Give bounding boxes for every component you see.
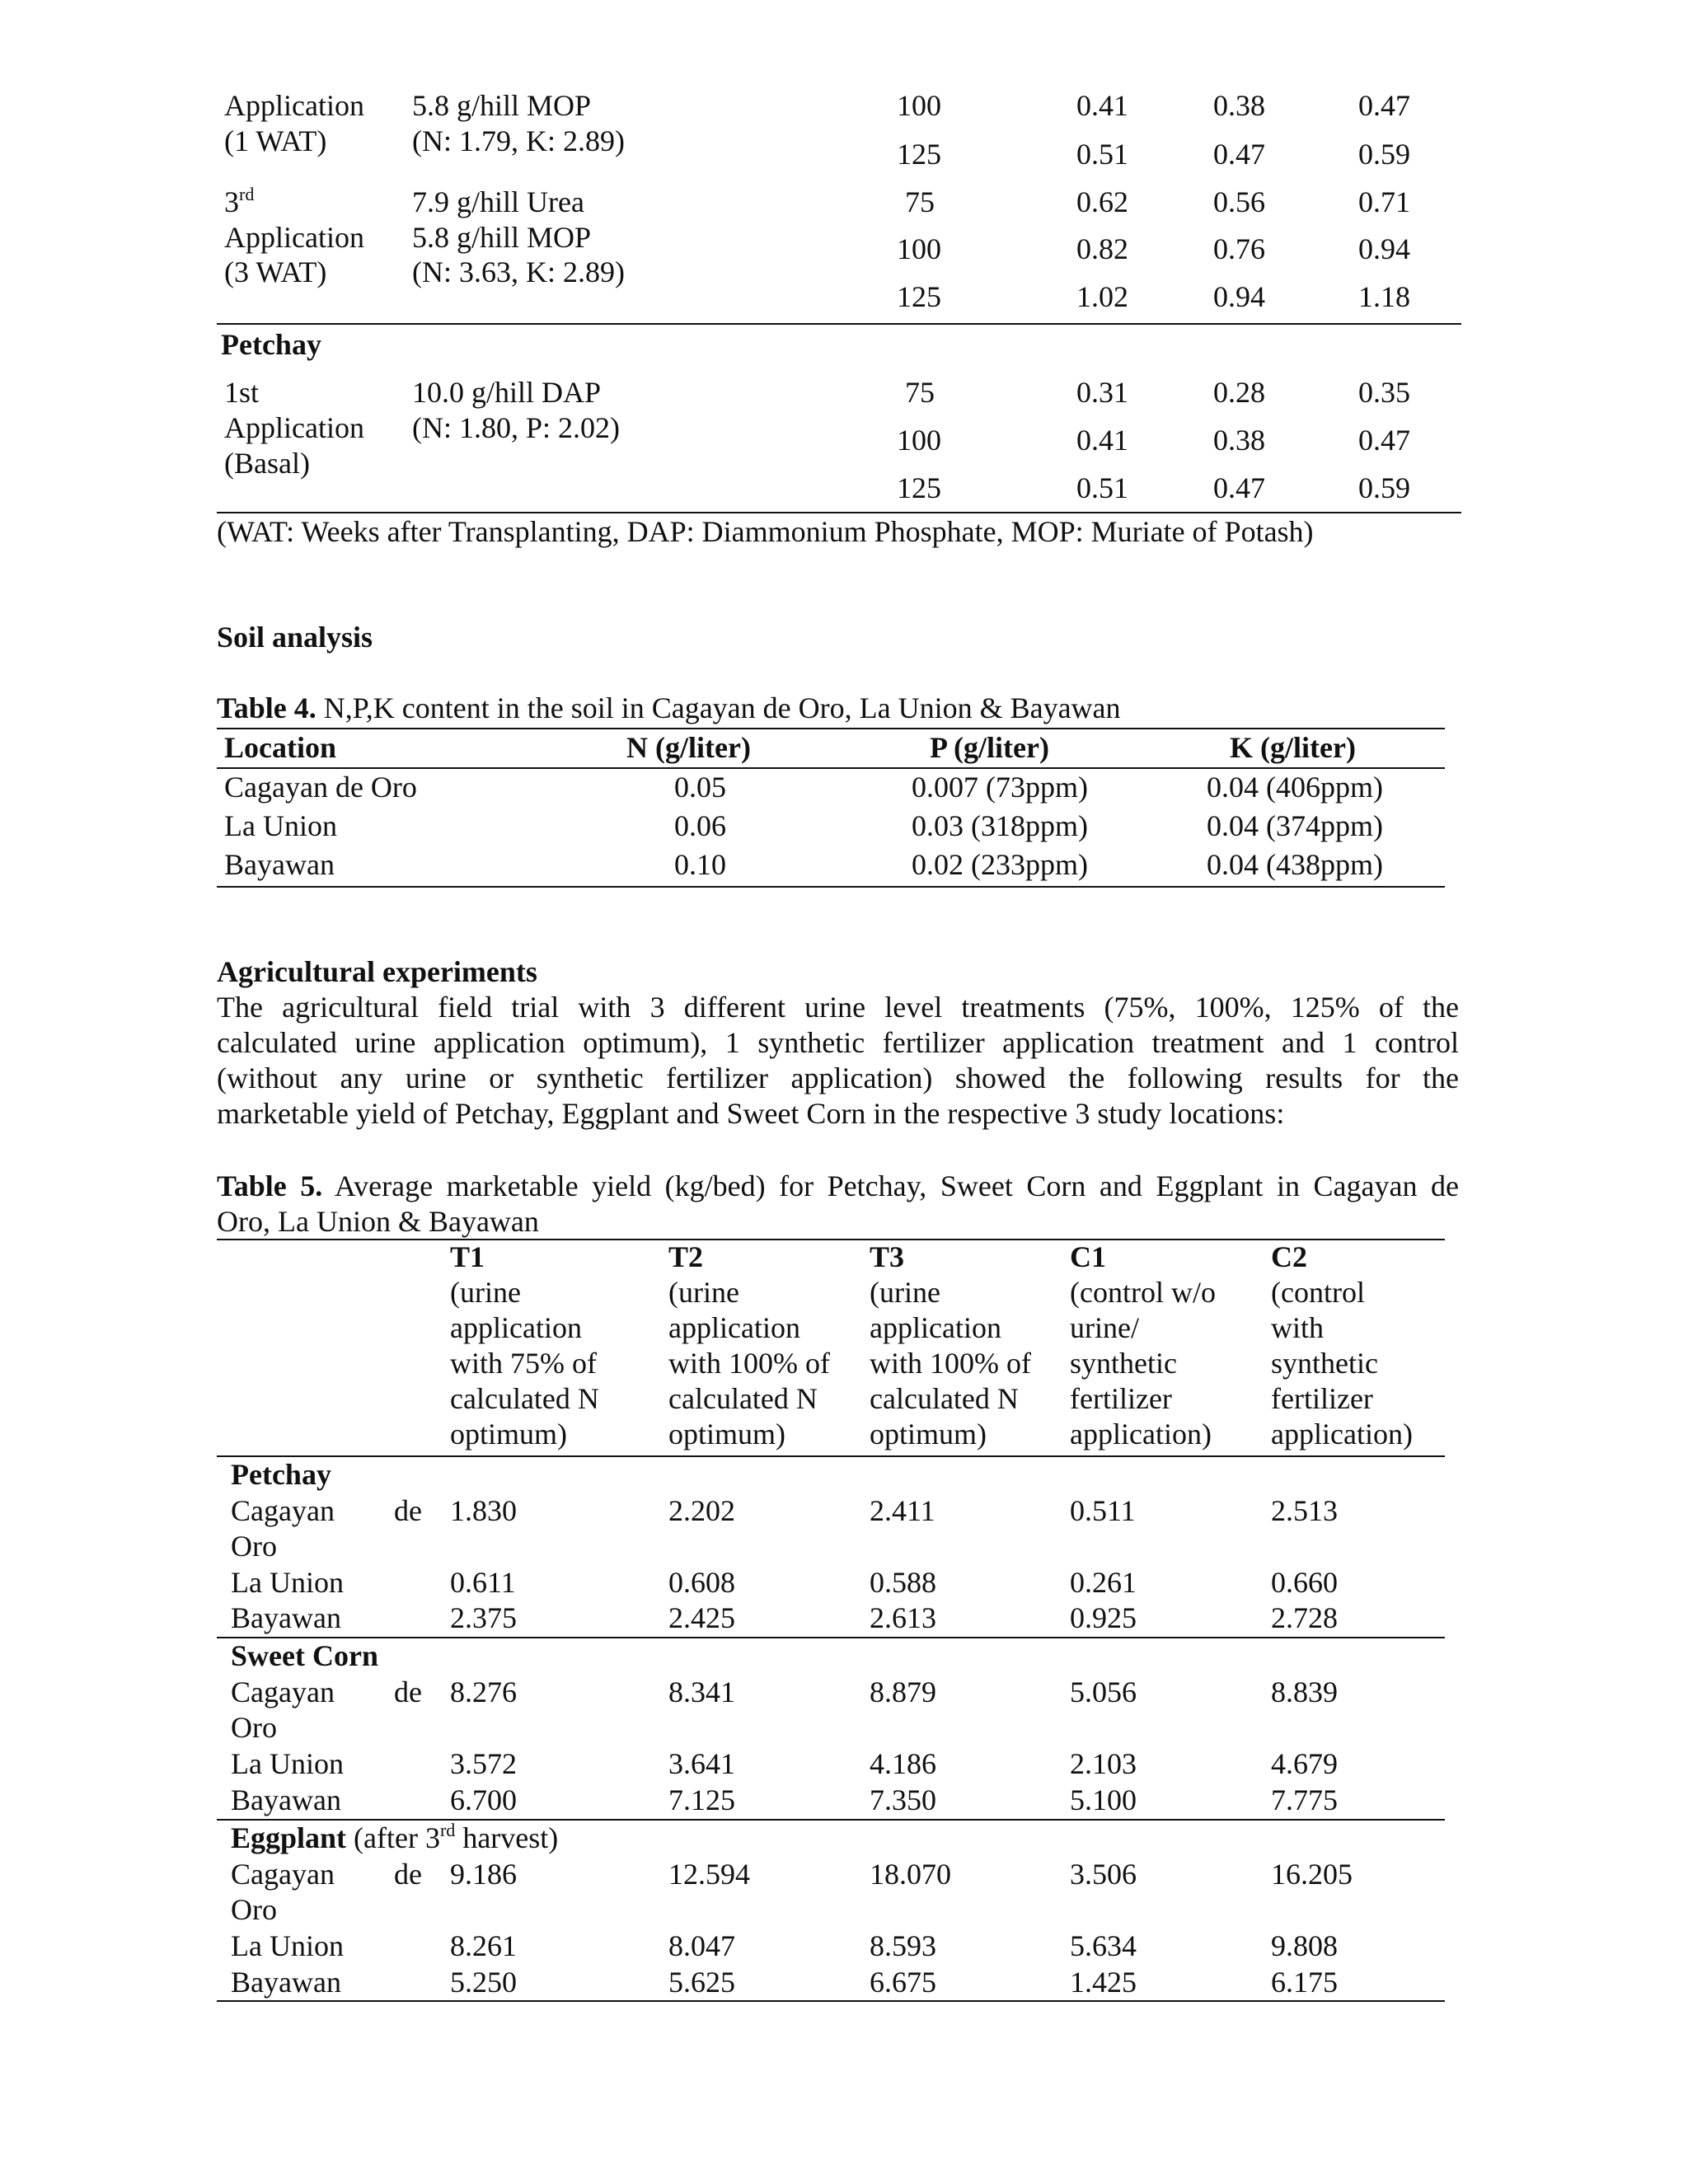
col-desc-line: (control <box>1271 1276 1365 1309</box>
table5-value: 16.205 <box>1271 1858 1353 1891</box>
table5-row-location: Cagayan <box>231 1858 335 1891</box>
table5-row-location: Cagayan <box>231 1494 335 1527</box>
table4-cell: Bayawan <box>224 848 335 881</box>
table5-row-location: La Union <box>231 1747 344 1780</box>
t3-v2: 0.76 <box>1213 232 1265 265</box>
t3-v3: 0.59 <box>1358 471 1410 504</box>
col-desc-line: with 75% of <box>450 1347 597 1380</box>
table5-row-location: Bayawan <box>231 1783 341 1816</box>
t3-stage: 1st <box>224 376 260 409</box>
col-desc-line: urine/ <box>1070 1311 1139 1344</box>
table4-header-k: K (g/liter) <box>1230 731 1356 764</box>
table4-header-location: Location <box>224 731 337 764</box>
t3-fert: 10.0 g/hill DAP <box>412 376 602 409</box>
table5-row-location: Cagayan <box>231 1675 335 1708</box>
t3-fert: (N: 1.80, P: 2.02) <box>412 411 620 444</box>
table5-value: 6.675 <box>870 1966 936 1999</box>
table5-value: 2.513 <box>1271 1494 1338 1527</box>
table5-value: 8.879 <box>870 1675 936 1708</box>
col-desc-line: optimum) <box>870 1418 987 1451</box>
table5-value: 12.594 <box>668 1858 750 1891</box>
col-desc-line: optimum) <box>450 1418 567 1451</box>
col-code: C1 <box>1070 1240 1106 1273</box>
t3-v3: 0.94 <box>1358 232 1410 265</box>
table4-cell: 0.02 (233ppm) <box>912 848 1088 881</box>
soil-analysis-heading: Soil analysis <box>217 621 373 654</box>
col-desc-line: application <box>668 1311 800 1344</box>
table5-value: 9.186 <box>450 1858 517 1891</box>
table5-value: 0.925 <box>1070 1601 1137 1634</box>
table5-value: 7.125 <box>668 1783 735 1816</box>
table4-cell: 0.05 <box>674 771 726 804</box>
t3-petchay-heading: Petchay <box>221 328 321 361</box>
t3-v1: 0.62 <box>1076 185 1128 218</box>
table4-header-n: N (g/liter) <box>626 731 751 764</box>
table5-value: 8.047 <box>668 1929 735 1962</box>
col-desc-line: fertilizer <box>1070 1382 1172 1415</box>
t3-v1: 0.41 <box>1076 89 1128 122</box>
table5-value: 0.611 <box>450 1566 516 1599</box>
table5-value: 8.341 <box>668 1675 735 1708</box>
table5-group-petchay: Petchay <box>231 1458 331 1491</box>
table5-col-c2 <box>1271 1240 1413 1452</box>
col-desc-line: with 100% of <box>870 1347 1031 1380</box>
t3-pct: 125 <box>897 138 941 171</box>
t3-stage: 3rd <box>224 184 255 218</box>
table5-value: 1.425 <box>1070 1966 1137 1999</box>
col-desc-line: calculated N <box>870 1382 1019 1415</box>
table4-cell: 0.007 (73ppm) <box>912 771 1088 804</box>
table5-row-location-cont: Oro <box>231 1711 277 1744</box>
table5-value: 5.100 <box>1070 1783 1137 1816</box>
col-code: C2 <box>1271 1240 1307 1273</box>
paragraph-line: marketable yield of Petchay, Eggplant and Sweet Corn in the respective 3 study locations: <box>217 1097 1285 1130</box>
table5-value: 3.506 <box>1070 1858 1137 1891</box>
t3-v3: 1.18 <box>1358 280 1410 313</box>
col-desc-line: application) <box>1070 1418 1212 1451</box>
col-desc-line: (control w/o <box>1070 1276 1216 1309</box>
table4-caption: Table 4. N,P,K content in the soil in Cagayan de Oro, La Union & Bayawan <box>217 691 1121 724</box>
table5-value: 0.588 <box>870 1566 936 1599</box>
t3-fert: 5.8 g/hill MOP <box>412 89 592 122</box>
table5-value: 3.572 <box>450 1747 517 1780</box>
table5-value: 8.839 <box>1271 1675 1338 1708</box>
table5-value: 6.175 <box>1271 1966 1338 1999</box>
table4-cell: 0.04 (374ppm) <box>1207 809 1383 842</box>
table5-value: 2.103 <box>1070 1747 1137 1780</box>
t3-pct: 75 <box>905 185 935 218</box>
table5-group-eggplant: Eggplant (after 3rd harvest) <box>231 1820 559 1854</box>
table5-value: 2.425 <box>668 1601 735 1634</box>
t3-v2: 0.38 <box>1213 89 1265 122</box>
table5-top-rule <box>217 1239 1445 1240</box>
table5-value: 2.202 <box>668 1494 735 1527</box>
table5-row-location: Bayawan <box>231 1601 341 1634</box>
table5-col-c1 <box>1070 1240 1216 1452</box>
col-desc-line: with <box>1271 1311 1325 1344</box>
table5-value: 5.250 <box>450 1966 517 1999</box>
table5-col-t3 <box>870 1240 1031 1452</box>
caption-line: Oro, La Union & Bayawan <box>217 1205 539 1238</box>
agri-paragraph <box>217 990 1459 1132</box>
col-desc-line: synthetic <box>1271 1347 1378 1380</box>
t3-pct: 100 <box>897 232 941 265</box>
table5-value: 2.411 <box>870 1494 935 1527</box>
t3-v1: 0.41 <box>1076 424 1128 457</box>
table5-value: 6.700 <box>450 1783 517 1816</box>
col-desc-line: application <box>450 1311 582 1344</box>
table4-cell: 0.10 <box>674 848 726 881</box>
t3-v2: 0.47 <box>1213 138 1265 171</box>
table5-value: 4.186 <box>870 1747 936 1780</box>
t3-stage: Application <box>224 221 364 254</box>
col-code: T1 <box>450 1240 485 1273</box>
table5-row-location-cont: Oro <box>231 1893 277 1926</box>
table5-group-sweet-corn: Sweet Corn <box>231 1639 378 1672</box>
col-desc-line: application <box>870 1311 1001 1344</box>
table5-value: 8.593 <box>870 1929 936 1962</box>
table5-value: 4.679 <box>1271 1747 1338 1780</box>
table5-value: 7.350 <box>870 1783 936 1816</box>
t3-pct: 125 <box>897 471 941 504</box>
table5-row-location-de: de <box>394 1858 422 1891</box>
t3-v2: 0.94 <box>1213 280 1265 313</box>
paragraph-line: (without any urine or synthetic fertilizer application) showed the following results for the <box>217 1062 1459 1094</box>
col-desc-line: (urine <box>450 1276 521 1309</box>
t3-divider <box>217 323 1461 325</box>
t3-v2: 0.38 <box>1213 424 1265 457</box>
agri-heading: Agricultural experiments <box>217 955 537 988</box>
table5-value: 2.375 <box>450 1601 517 1634</box>
col-desc-line: fertilizer <box>1271 1382 1373 1415</box>
table5-row-location: La Union <box>231 1929 344 1962</box>
col-desc-line: (urine <box>870 1276 940 1309</box>
table4-cell: 0.03 (318ppm) <box>912 809 1088 842</box>
table4-header-p: P (g/liter) <box>930 731 1049 764</box>
table5-value: 5.634 <box>1070 1929 1137 1962</box>
table5-value: 0.261 <box>1070 1566 1137 1599</box>
paragraph-line: The agricultural field trial with 3 different urine level treatments (75%, 100%, 125% of the <box>217 991 1459 1024</box>
table5-col-t1 <box>450 1240 599 1452</box>
t3-v3: 0.71 <box>1358 185 1410 218</box>
table4-header-rule <box>217 767 1445 769</box>
table5-value: 1.830 <box>450 1494 517 1527</box>
col-desc-line: with 100% of <box>668 1347 830 1380</box>
table5-bottom-rule <box>217 2000 1445 2002</box>
t3-v3: 0.59 <box>1358 138 1410 171</box>
table5-value: 2.728 <box>1271 1601 1338 1634</box>
t3-v1: 0.51 <box>1076 471 1128 504</box>
table4-cell: 0.06 <box>674 809 726 842</box>
t3-pct: 100 <box>897 424 941 457</box>
col-desc-line: calculated N <box>668 1382 818 1415</box>
table5-col-t2 <box>668 1240 830 1452</box>
table5-value: 0.660 <box>1271 1566 1338 1599</box>
col-desc-line: calculated N <box>450 1382 599 1415</box>
table4-cell: Cagayan de Oro <box>224 771 417 804</box>
col-desc-line: synthetic <box>1070 1347 1177 1380</box>
t3-fert: 7.9 g/hill Urea <box>412 185 584 218</box>
t3-stage: (1 WAT) <box>224 124 327 157</box>
table5-value: 0.511 <box>1070 1494 1136 1527</box>
t3-v3: 0.35 <box>1358 376 1410 409</box>
table4-cell: 0.04 (438ppm) <box>1207 848 1383 881</box>
t3-stage: (3 WAT) <box>224 255 327 288</box>
caption-line: Table 5. Average marketable yield (kg/bed) for Petchay, Sweet Corn and Eggplant in Cagayan de <box>217 1169 1459 1202</box>
table4-cell: 0.04 (406ppm) <box>1207 771 1383 804</box>
table5-value: 8.261 <box>450 1929 517 1962</box>
t3-stage: (Basal) <box>224 447 310 480</box>
t3-v1: 1.02 <box>1076 280 1128 313</box>
table4-bottom-rule <box>217 886 1445 888</box>
table5-value: 5.625 <box>668 1966 735 1999</box>
t3-bottom-rule <box>217 512 1461 513</box>
t3-fert: 5.8 g/hill MOP <box>412 221 592 254</box>
table5-caption <box>217 1169 1459 1240</box>
table5-value: 9.808 <box>1271 1929 1338 1962</box>
t3-pct: 125 <box>897 280 941 313</box>
table5-value: 3.641 <box>668 1747 735 1780</box>
t3-pct: 75 <box>905 376 935 409</box>
table4-cell: La Union <box>224 809 337 842</box>
t3-v2: 0.28 <box>1213 376 1265 409</box>
col-desc-line: (urine <box>668 1276 739 1309</box>
table5-value: 7.775 <box>1271 1783 1338 1816</box>
table5-value: 8.276 <box>450 1675 517 1708</box>
t3-v2: 0.56 <box>1213 185 1265 218</box>
table5-value: 5.056 <box>1070 1675 1137 1708</box>
table5-row-location: Bayawan <box>231 1966 341 1999</box>
t3-fert: (N: 1.79, K: 2.89) <box>412 124 625 157</box>
table5-row-location-de: de <box>394 1494 422 1527</box>
table5-row-location-de: de <box>394 1675 422 1708</box>
table5-value: 2.613 <box>870 1601 936 1634</box>
t3-v3: 0.47 <box>1358 424 1410 457</box>
t3-stage: Application <box>224 411 364 444</box>
col-code: T3 <box>870 1240 905 1273</box>
table4-top-rule <box>217 728 1445 729</box>
table5-group-rule <box>217 1637 1445 1638</box>
table5-row-location: La Union <box>231 1566 344 1599</box>
paragraph-line: calculated urine application optimum), 1 synthetic fertilizer application treatment and 1 control <box>217 1026 1459 1059</box>
col-code: T2 <box>668 1240 704 1273</box>
t3-v1: 0.51 <box>1076 138 1128 171</box>
table5-header-rule <box>217 1455 1445 1457</box>
col-desc-line: optimum) <box>668 1418 785 1451</box>
t3-stage: Application <box>224 89 364 122</box>
table5-value: 18.070 <box>870 1858 951 1891</box>
t3-v1: 0.82 <box>1076 232 1128 265</box>
t3-pct: 100 <box>897 89 941 122</box>
table5-value: 0.608 <box>668 1566 735 1599</box>
t3-fert: (N: 3.63, K: 2.89) <box>412 255 625 288</box>
col-desc-line: application) <box>1271 1418 1413 1451</box>
t3-v3: 0.47 <box>1358 89 1410 122</box>
t3-footnote: (WAT: Weeks after Transplanting, DAP: Diammonium Phosphate, MOP: Muriate of Potash) <box>217 515 1314 548</box>
table5-row-location-cont: Oro <box>231 1530 277 1563</box>
t3-v1: 0.31 <box>1076 376 1128 409</box>
t3-v2: 0.47 <box>1213 471 1265 504</box>
